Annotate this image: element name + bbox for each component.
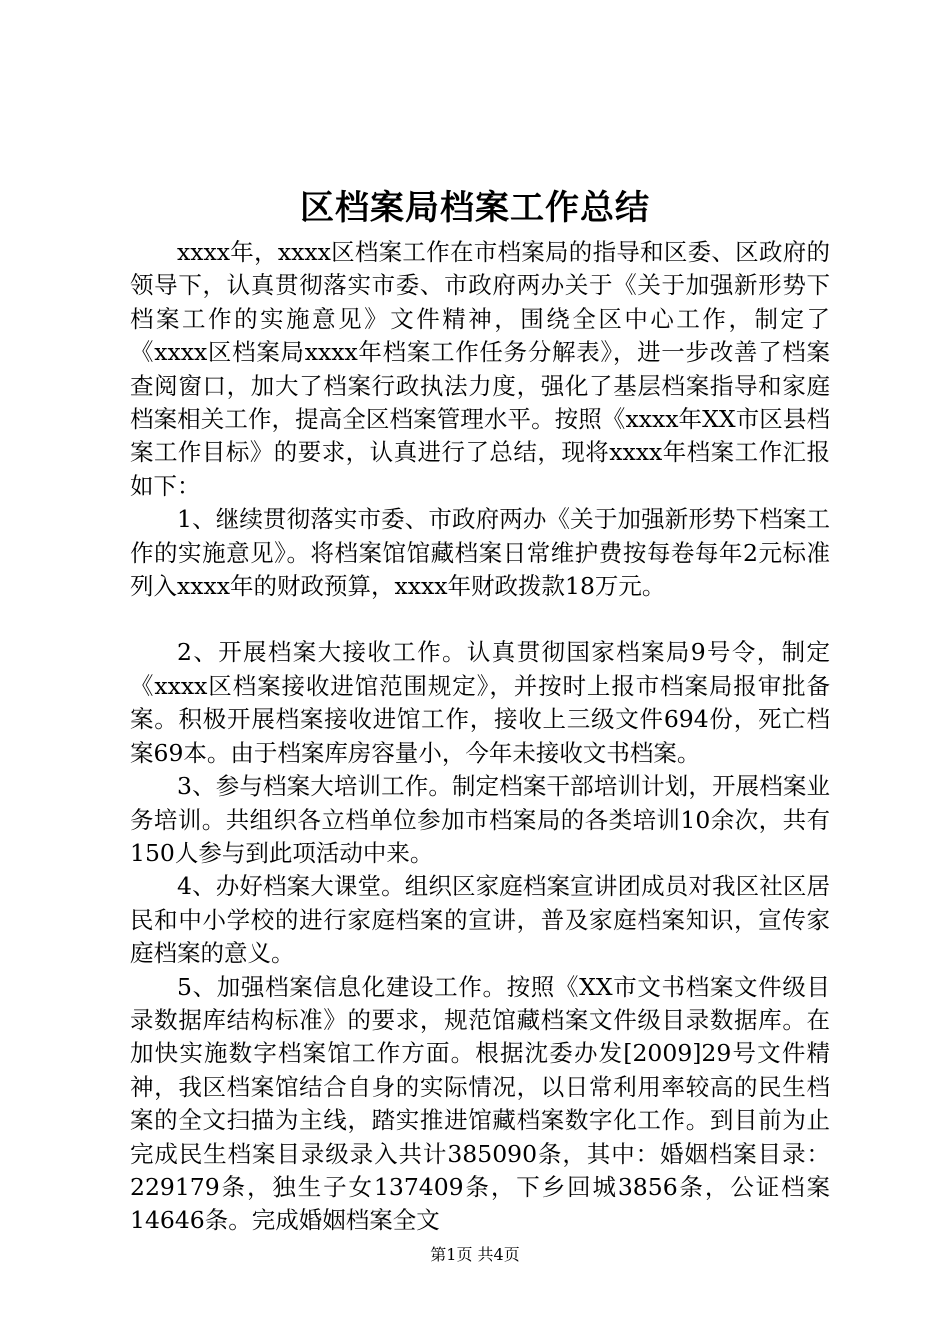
document-title: 区档案局档案工作总结	[300, 188, 650, 228]
paragraph-item-3: 3、参与档案大培训工作。制定档案干部培训计划，开展档案业务培训。共组织各立档单位参加市档案局的各类培训10余次，共有150人参与到此项活动中来。	[130, 772, 830, 867]
paragraph-item-2: 2、开展档案大接收工作。认真贯彻国家档案局9号令，制定《xxxx区档案接收进馆范围规定》，并按时上报市档案局报审批备案。积极开展档案接收进馆工作，接收上三级文件694份，死亡档案69本。由于档案库房容量小，今年未接收文书档案。	[130, 638, 830, 767]
page-number-footer: 第1页 共4页	[430, 1245, 520, 1264]
document-body	[130, 236, 830, 1238]
paragraph-item-5: 5、加强档案信息化建设工作。按照《XX市文书档案文件级目录数据库结构标准》的要求，规范馆藏档案文件级目录数据库。在加快实施数字档案馆工作方面。根据沈委办发[2009]29号文件精神，我区档案馆结合自身的实际情况，以日常利用率较高的民生档案的全文扫描为主线，踏实推进馆藏档案数字化工作。到目前为止完成民生档案目录级录入共计385090条，其中：婚姻档案目录：229179条，独生子女137409条，下乡回城3856条，公证档案14646条。完成婚姻档案全文	[130, 972, 830, 1235]
paragraph-item-1: 1、继续贯彻落实市委、市政府两办《关于加强新形势下档案工作的实施意见》。将档案馆馆藏档案日常维护费按每卷每年2元标准列入xxxx年的财政预算，xxxx年财政拨款18万元。	[130, 505, 830, 601]
paragraph-intro: xxxx年，xxxx区档案工作在市档案局的指导和区委、区政府的领导下，认真贯彻落实市委、市政府两办关于《关于加强新形势下档案工作的实施意见》文件精神，围绕全区中心工作，制定了《xxxx区档案局xxxx年档案工作任务分解表》，进一步改善了档案查阅窗口，加大了档案行政执法力度，强化了基层档案指导和家庭档案相关工作，提高全区档案管理水平。按照《xxxx年XX市区县档案工作目标》的要求，认真进行了总结，现将xxxx年档案工作汇报如下：	[130, 238, 830, 500]
paragraph-item-4: 4、办好档案大课堂。组织区家庭档案宣讲团成员对我区社区居民和中小学校的进行家庭档案的宣讲，普及家庭档案知识，宣传家庭档案的意义。	[130, 872, 830, 968]
